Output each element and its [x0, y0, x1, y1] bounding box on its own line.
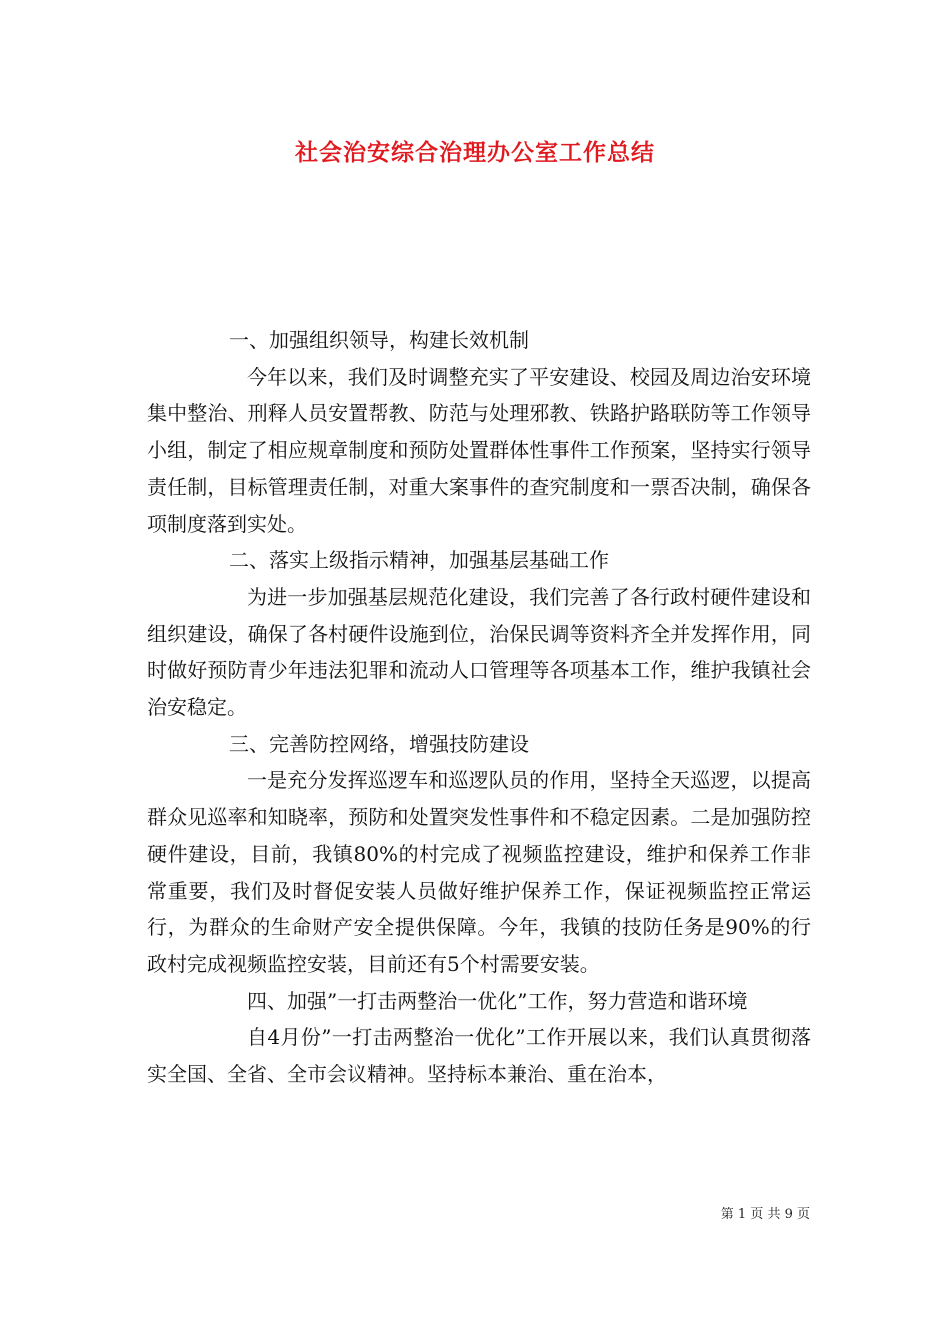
- page-number-footer: 第 1 页 共 9 页: [720, 1207, 810, 1222]
- section-paragraph-4: 自4月份”一打击两整治一优化”工作开展以来，我们认真贯彻落实全国、全省、全市会议精神。坚持标本兼治、重在治本，: [147, 1025, 811, 1087]
- section-paragraph-2: 为进一步加强基层规范化建设，我们完善了各行政村硬件建设和组织建设，确保了各村硬件设施到位，治保民调等资料齐全并发挥作用，同时做好预防青少年违法犯罪和流动人口管理等各项基本工作，维护我镇社会治安稳定。: [147, 584, 811, 720]
- section-heading-4: 四、加强”一打击两整治一优化”工作，努力营造和谐环境: [247, 988, 748, 1013]
- section-heading-3: 三、完善防控网络，增强技防建设: [229, 731, 529, 756]
- document-body: [147, 322, 811, 1093]
- section-heading-2: 二、落实上级指示精神，加强基层基础工作: [229, 548, 609, 573]
- section-paragraph-3: 一是充分发挥巡逻车和巡逻队员的作用，坚持全天巡逻，以提高群众见巡率和知晓率，预防和处置突发性事件和不稳定因素。二是加强防控硬件建设，目前，我镇80%的村完成了视频监控建设，维护和保养工作非常重要，我们及时督促安装人员做好维护保养工作，保证视频监控正常运行，为群众的生命财产安全提供保障。今年，我镇的技防任务是90%的行政村完成视频监控安装，目前还有5个村需要安装。: [147, 768, 811, 976]
- document-title: 社会治安综合治理办公室工作总结: [295, 140, 655, 166]
- section-paragraph-1: 今年以来，我们及时调整充实了平安建设、校园及周边治安环境集中整治、刑释人员安置帮教、防范与处理邪教、铁路护路联防等工作领导小组，制定了相应规章制度和预防处置群体性事件工作预案，坚持实行领导责任制，目标管理责任制，对重大案事件的查究制度和一票否决制，确保各项制度落到实处。: [147, 364, 811, 536]
- section-heading-1: 一、加强组织领导，构建长效机制: [229, 328, 529, 352]
